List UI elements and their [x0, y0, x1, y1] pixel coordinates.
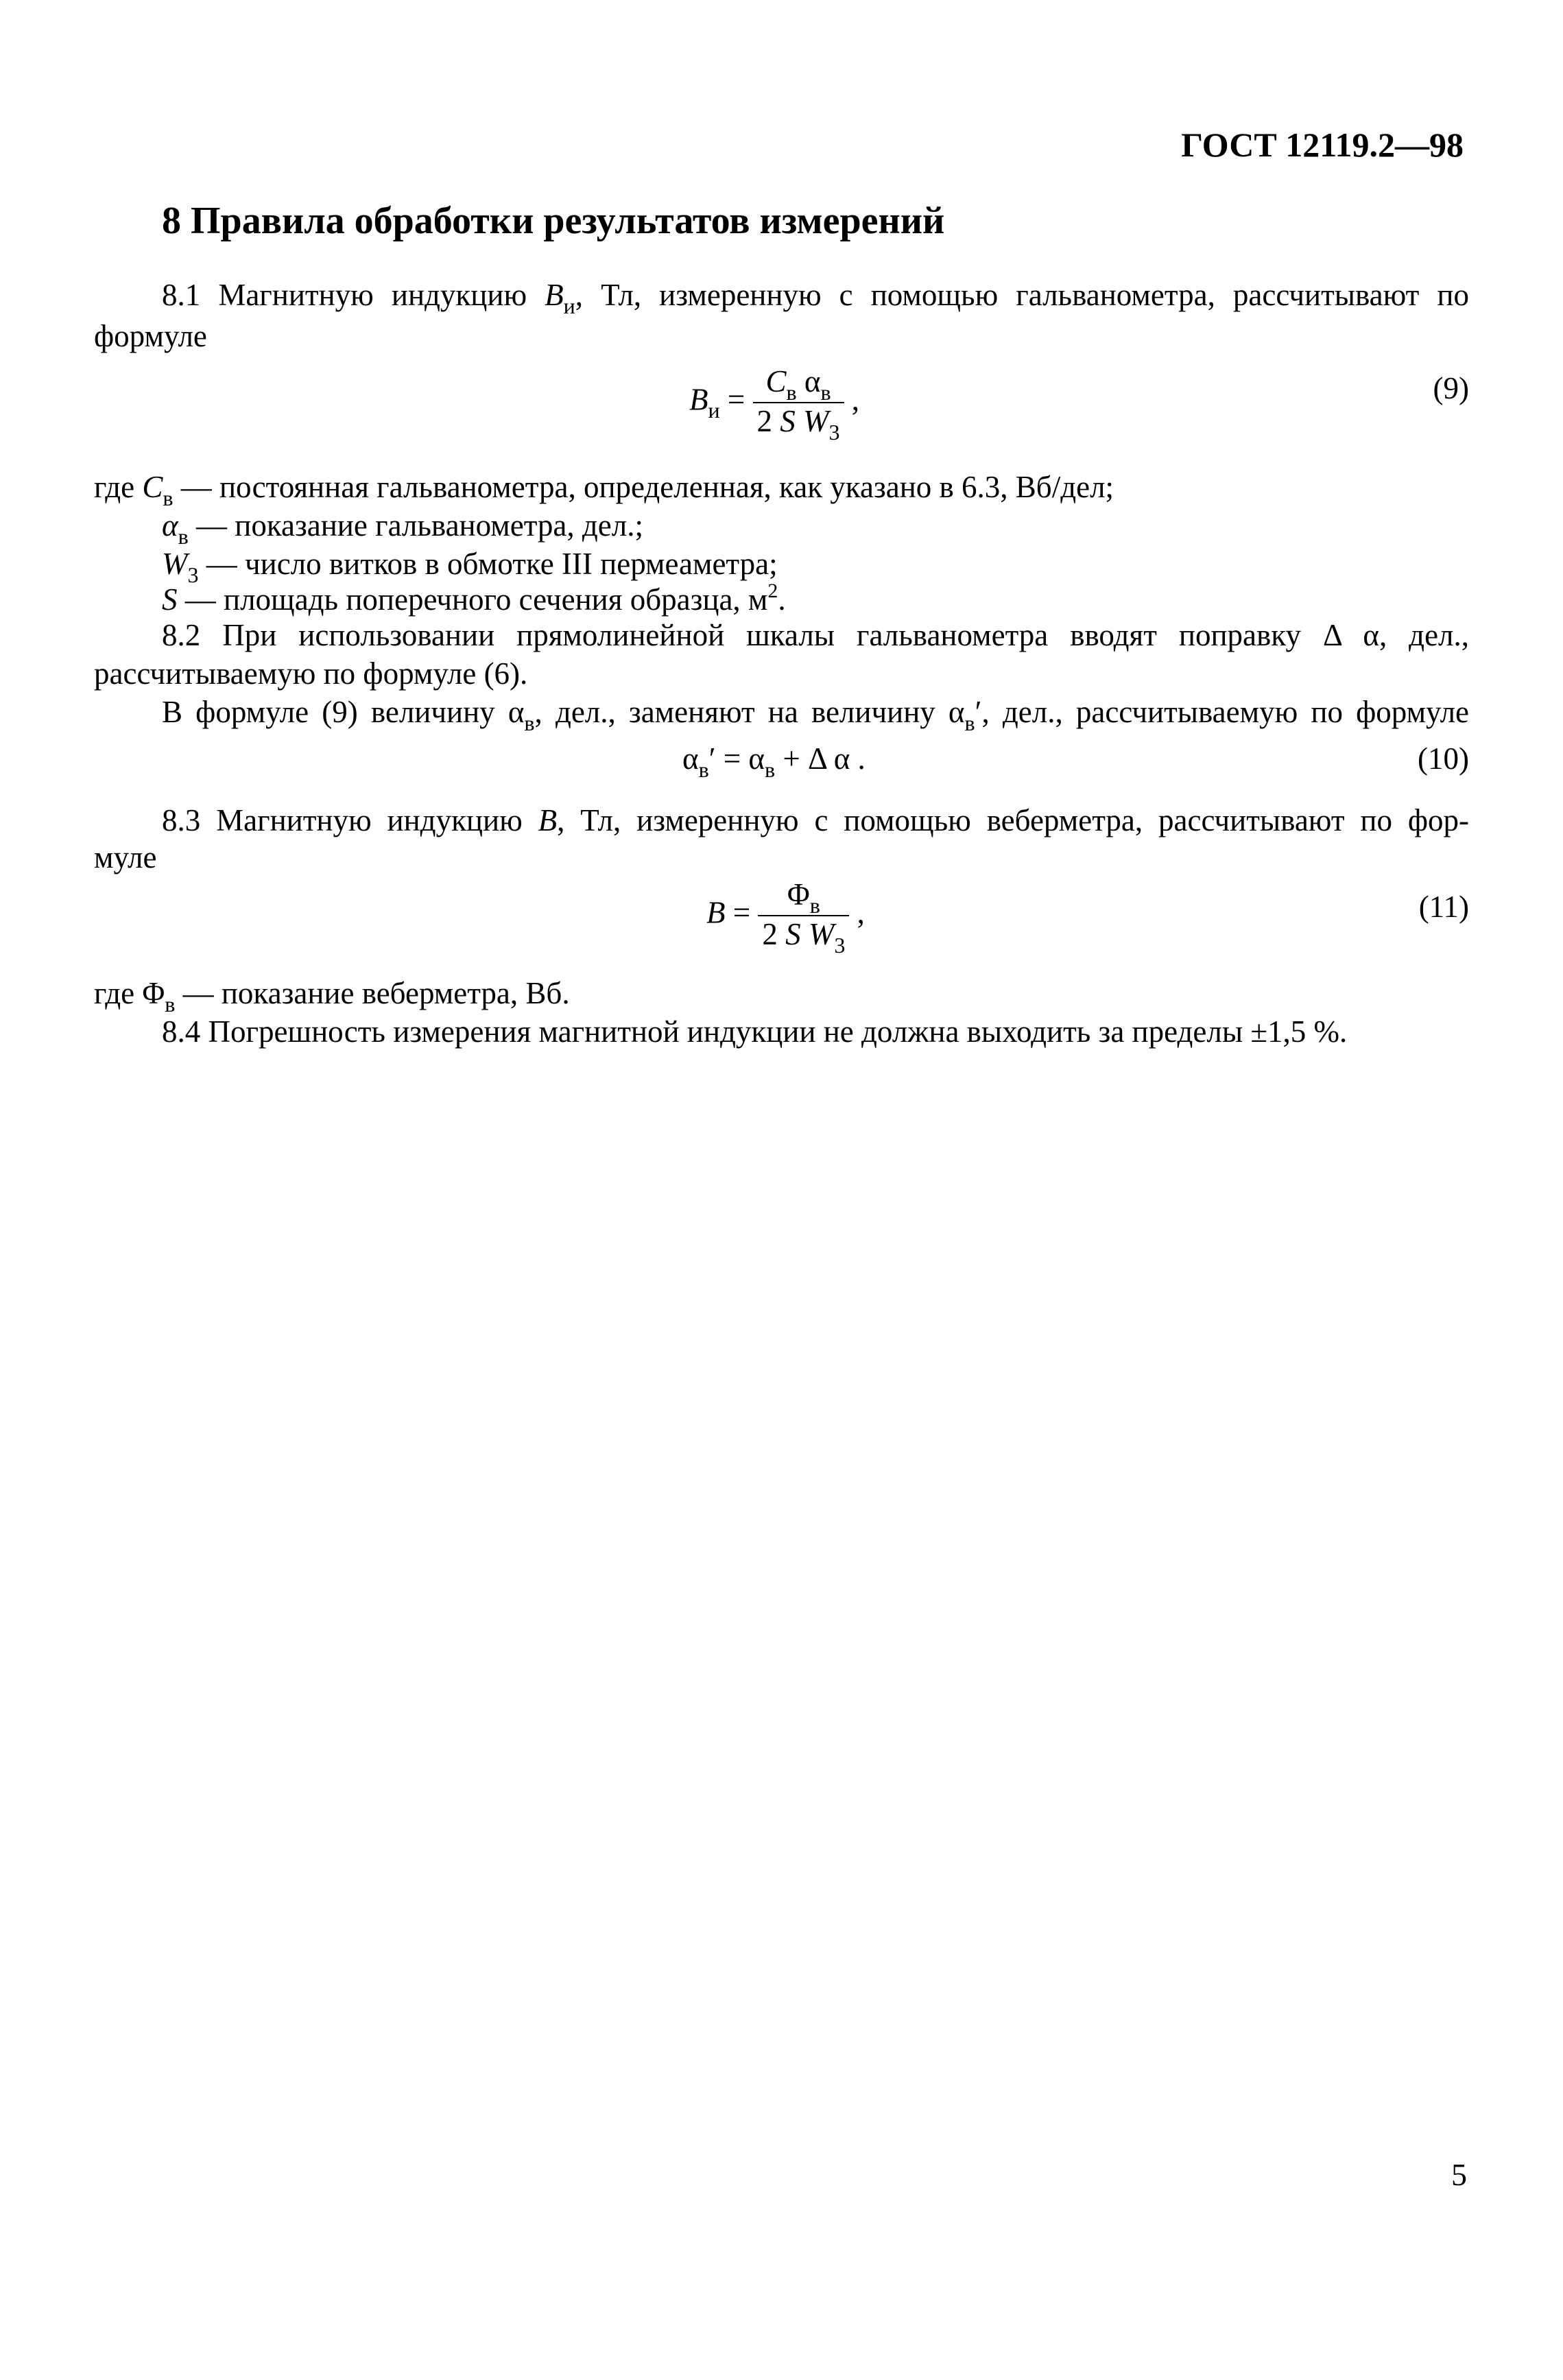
definition-phi: где $\Phi_в$ — показание веберметра, Вб.: [94, 976, 570, 1016]
equation-11-number: (11): [1418, 890, 1469, 924]
document-id: ГОСТ 12119.2—98: [1181, 126, 1464, 164]
page-number: 5: [1451, 2157, 1467, 2192]
paragraph-8-1-line-1: 8.1 Магнитную индукцию $B_и$, Тл, измеренную с помощью гальванометра, рассчитывают по: [162, 278, 1470, 318]
equation-9-number: (9): [1433, 371, 1469, 405]
equation-11-fraction: $\frac{\Phi_в}{2 S W_3}$: [758, 877, 849, 955]
equation-10-number: (10): [1418, 741, 1469, 776]
paragraph-8-3-line-2: муле: [94, 840, 157, 874]
definition-w: $W_3$ — число витков в обмотке III пермеаметра;: [162, 547, 778, 587]
equation-11: B = $\frac{\Phi_в}{2 S W_3}$ ,: [706, 877, 865, 957]
definition-c: где $C_в$ — постоянная гальванометра, определенная, как указано в 6.3, Вб/дел;: [94, 470, 1114, 510]
equation-9: $B_и$ = $\frac{C_в \alpha_в}{2 S W_3}$ ,: [689, 364, 860, 444]
equation-9-fraction: $\frac{C_в \alpha_в}{2 S W_3}$: [753, 364, 844, 442]
section-title: 8 Правила обработки результатов измерений: [162, 200, 945, 242]
paragraph-8-2-line-2: рассчитываемую по формуле (6).: [94, 656, 528, 691]
definition-s: S — площадь поперечного сечения образца, $м^2$.: [162, 580, 786, 617]
paragraph-8-1-line-2: формуле: [94, 319, 207, 353]
paragraph-8-3-line-1: 8.3 Магнитную индукцию B, Тл, измеренную с помощью веберметра, рассчитывают по фор-: [162, 803, 1469, 837]
definition-alpha: $\alpha_в$ — показание гальванометра, дел.;: [162, 508, 643, 549]
paragraph-8-2-line-3: В формуле (9) величину $\alpha_в$, дел., заменяют на величину $\alpha_в'$, дел., рассчитываемую по формуле: [162, 695, 1470, 735]
paragraph-8-4: 8.4 Погрешность измерения магнитной индукции не должна выходить за пределы ±1,5 %.: [162, 1014, 1348, 1049]
paragraph-8-2-line-1: 8.2 При использовании прямолинейной шкалы гальванометра вводят поправку Δ α, дел.,: [162, 618, 1469, 652]
equation-10: $\alpha_в' = \alpha_в + \Delta$ α .: [682, 741, 866, 782]
